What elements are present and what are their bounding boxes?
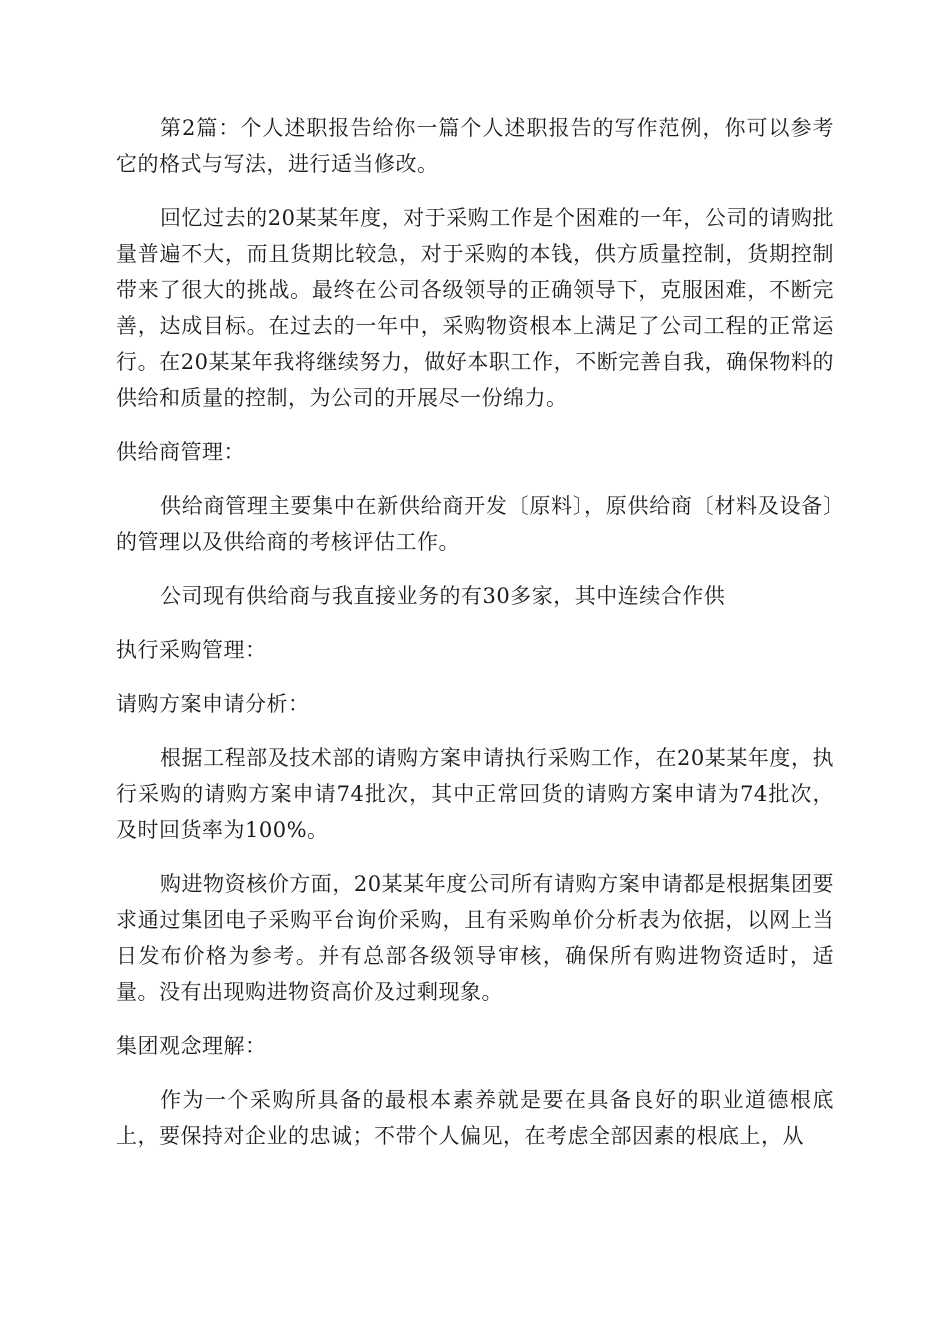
- supplier-management-paragraph: 供给商管理主要集中在新供给商开发〔原料〕，原供给商〔材料及设备〕的管理以及供给商的考核评估工作。: [116, 494, 834, 554]
- request-analysis-paragraph: 根据工程部及技术部的请购方案申请执行采购工作，在20某某年度，执行采购的请购方案申请74批次，其中正常回货的请购方案申请为74批次，及时回货率为100%。: [116, 746, 834, 842]
- section-heading-purchase-execution: 执行采购管理：: [116, 638, 267, 662]
- section-heading-group-concept: 集团观念理解：: [116, 1034, 267, 1058]
- pricing-paragraph: 购进物资核价方面，20某某年度公司所有请购方案申请都是根据集团要求通过集团电子采购平台询价采购，且有采购单价分析表为依据，以网上当日发布价格为参考。并有总部各级领导审核，确保所有购进物资适时，适量。没有出现购进物资高价及过剩现象。: [116, 872, 834, 1004]
- document-body: [116, 110, 834, 1172]
- intro-paragraph: 第2篇：个人述职报告给你一篇个人述职报告的写作范例，你可以参考它的格式与写法，进行适当修改。: [116, 116, 834, 176]
- review-paragraph: 回忆过去的20某某年度，对于采购工作是个困难的一年，公司的请购批量普遍不大，而且货期比较急，对于采购的本钱，供方质量控制，货期控制带来了很大的挑战。最终在公司各级领导的正确领导下，克服困难，不断完善，达成目标。在过去的一年中，采购物资根本上满足了公司工程的正常运行。在20某某年我将继续努力，做好本职工作，不断完善自我，确保物料的供给和质量的控制，为公司的开展尽一份绵力。: [116, 206, 834, 410]
- section-heading-supplier-management: 供给商管理：: [116, 440, 245, 464]
- group-concept-paragraph: 作为一个采购所具备的最根本素养就是要在具备良好的职业道德根底上，要保持对企业的忠诚；不带个人偏见，在考虑全部因素的根底上，从: [116, 1088, 834, 1148]
- section-heading-request-analysis: 请购方案申请分析：: [116, 692, 310, 716]
- supplier-count-paragraph: 公司现有供给商与我直接业务的有30多家，其中连续合作供: [160, 584, 726, 608]
